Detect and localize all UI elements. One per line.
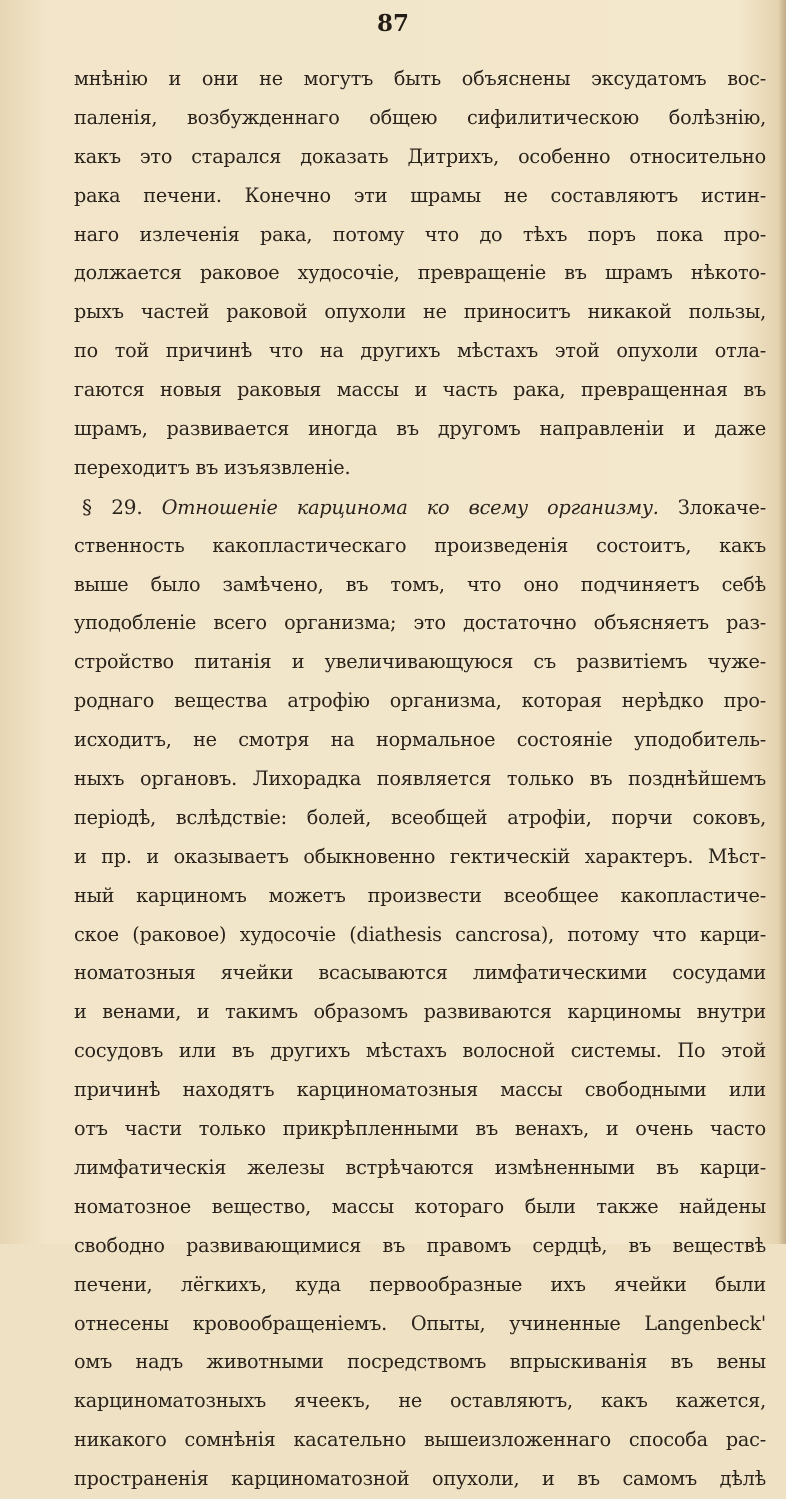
text-line: лимфатическія железы встрѣчаются измѣненными въ карци-	[74, 1155, 766, 1179]
text-line: и венами, и такимъ образомъ развиваются карциномы внутри	[74, 1000, 766, 1024]
text-line: номатозныя ячейки всасываются лимфатическими сосудами	[74, 961, 766, 985]
text-line: причинѣ находятъ карциноматозныя массы свободными или	[74, 1078, 766, 1102]
text-line: выше было замѣчено, въ томъ, что оно подчиняетъ себѣ	[74, 572, 766, 596]
section-heading-line	[74, 488, 766, 527]
text-line: ственность какопластическаго произведенія состоитъ, какъ	[74, 533, 766, 557]
text-line: номатозное вещество, массы котораго были также найдены	[74, 1194, 766, 1218]
page-body-text	[74, 60, 766, 1499]
text-line: ный карциномъ можетъ произвести всеобщее какопластиче-	[74, 883, 766, 907]
text-line: рыхъ частей раковой опухоли не приноситъ никакой пользы,	[74, 300, 766, 324]
text-line: отнесены кровообращеніемъ. Опыты, учиненные Langenbeck'	[74, 1311, 766, 1335]
text-line: отъ части только прикрѣпленными въ венахъ, и очень часто	[74, 1117, 766, 1141]
text-line: періодѣ, вслѣдствіе: болей, всеобщей атрофіи, порчи соковъ,	[74, 805, 766, 829]
text-line: стройство питанія и увеличивающуюся съ развитіемъ чуже-	[74, 650, 766, 674]
text-line: никакого сомнѣнія касательно вышеизложеннаго способа рас-	[74, 1428, 766, 1452]
text-line: роднаго вещества атрофію организма, которая нерѣдко про-	[74, 689, 766, 713]
text-line: и пр. и оказываетъ обыкновенно гектическій характеръ. Мѣст-	[74, 844, 766, 868]
text-line: мнѣнію и они не могутъ быть объяснены эксудатомъ вос-	[74, 67, 766, 90]
text-line: ныхъ органовъ. Лихорадка появляется только въ позднѣйшемъ	[74, 767, 766, 791]
text-line: наго излеченія рака, потому что до тѣхъ поръ пока про-	[74, 222, 766, 246]
text-line: карциноматозныхъ ячеекъ, не оставляютъ, какъ кажется,	[74, 1389, 766, 1413]
text-line: ское (раковое) худосочіе (diathesis cancrosa), потому что карци-	[74, 922, 766, 946]
section-number: § 29.	[82, 494, 143, 519]
text-line: пространенія карциноматозной опухоли, и въ самомъ дѣлѣ	[74, 1467, 766, 1491]
text-line: шрамъ, развивается иногда въ другомъ направленіи и даже	[74, 417, 766, 441]
text-line: какъ это старался доказать Дитрихъ, особенно относительно	[74, 144, 766, 168]
section-first-line-text: Злокаче-	[677, 495, 766, 519]
text-line: гаются новыя раковыя массы и часть рака, превращенная въ	[74, 378, 766, 402]
text-line: уподобленіе всего организма; это достаточно объясняетъ раз-	[74, 611, 766, 635]
section-title: Отношеніе карцинома ко всему организму.	[161, 495, 659, 519]
text-line: переходитъ въ изъязвленіе.	[74, 455, 351, 479]
page-edge-shadow	[778, 0, 786, 1244]
text-line: по той причинѣ что на другихъ мѣстахъ этой опухоли отла-	[74, 339, 766, 363]
page-number: 87	[376, 10, 409, 37]
text-line: паленія, возбужденнаго общею сифилитическою болѣзнію,	[74, 105, 766, 129]
text-line: печени, лёгкихъ, куда первообразные ихъ ячейки были	[74, 1272, 766, 1296]
text-line: рака печени. Конечно эти шрамы не составляютъ истин-	[74, 183, 766, 207]
text-line: омъ надъ животными посредствомъ впрыскиванія въ вены	[74, 1350, 766, 1374]
text-line: должается раковое худосочіе, превращеніе въ шрамъ нѣкото-	[74, 261, 766, 285]
text-line: свободно развивающимися въ правомъ сердцѣ, въ веществѣ	[74, 1233, 766, 1257]
text-line: сосудовъ или въ другихъ мѣстахъ волосной системы. По этой	[74, 1039, 766, 1063]
text-line: исходитъ, не смотря на нормальное состояніе уподобитель-	[74, 728, 766, 752]
